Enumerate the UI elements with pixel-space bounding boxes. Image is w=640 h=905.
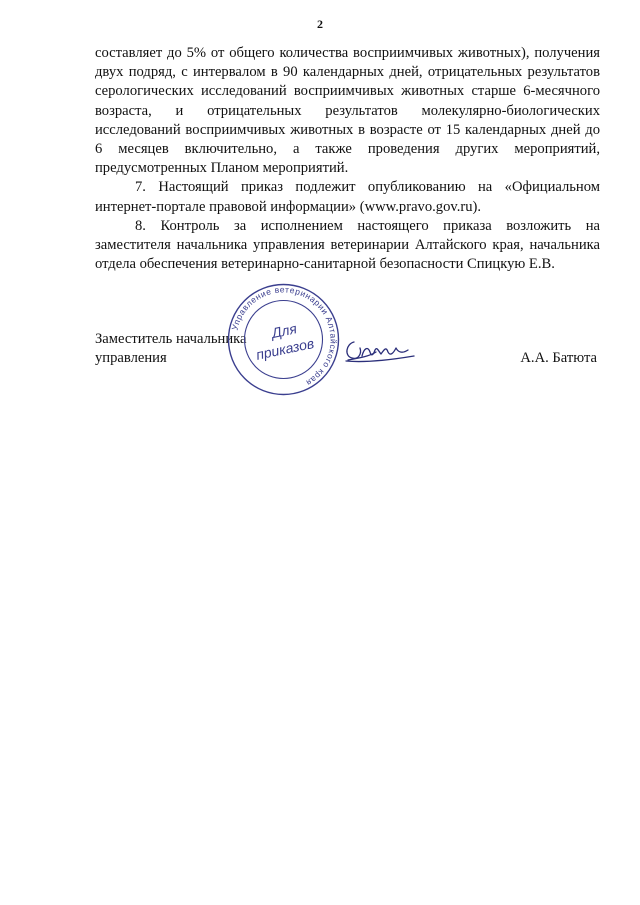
page-number: 2: [317, 17, 323, 31]
paragraph-item-7: 7. Настоящий приказ подлежит опубликованию на «Официальном интернет-портале правовой информации» (www.pravo.gov.ru).: [95, 179, 600, 215]
paragraph-item-8: 8. Контроль за исполнением настоящего приказа возложить на заместителя начальника управления ветеринарии Алтайского края, начальника отдела обеспечения ветеринарно-санитарной безопасности Спицкую Е.В.: [95, 217, 600, 273]
paragraph-continuation: составляет до 5% от общего количества восприимчивых животных), получения двух подряд, с интервалом в 90 календарных дней, отрицательных результатов серологических исследований восприимчивых животных старше 6-месячного возраста, и отрицательных результатов молекулярно-биологических исследований восприимчивых животных в возрасте от 15 календарных дней до 6 месяцев включительно, а также проведения других мероприятий, предусмотренных Планом мероприятий.: [95, 45, 600, 177]
signatory-title-line1: Заместитель начальника: [95, 331, 247, 347]
signatory-title: [95, 330, 247, 368]
document-body: [95, 44, 600, 274]
stamp-outer-text: Управление ветеринарии Алтайского края: [229, 284, 339, 389]
official-stamp: [226, 282, 341, 397]
handwritten-signature: [340, 330, 420, 370]
stamp-center-line2: приказов: [254, 334, 316, 363]
signatory-name: А.А. Батюта: [520, 350, 597, 366]
signatory-title-line2: управления: [95, 350, 167, 367]
stamp-center-line1: Для: [270, 320, 299, 342]
